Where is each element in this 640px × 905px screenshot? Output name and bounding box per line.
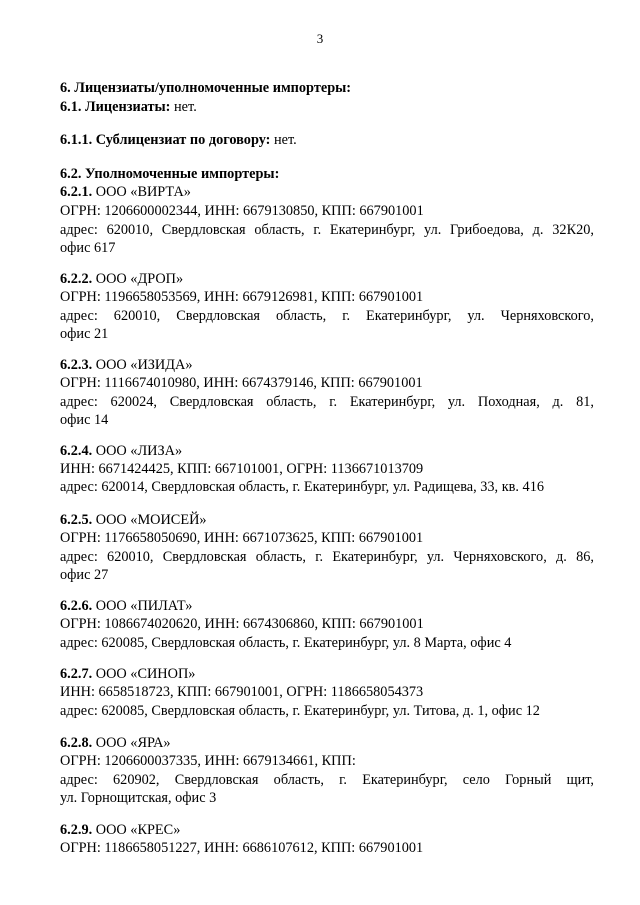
importer-number: 6.2.4. xyxy=(60,443,93,459)
importer-name: ООО «ПИЛАТ» xyxy=(92,598,193,614)
importer-address: адрес: 620010, Свердловская область, г. Екатеринбург, ул. Черняховского, д. 86, xyxy=(60,549,594,565)
importer-number: 6.2.6. xyxy=(60,598,93,614)
importer-number: 6.2.2. xyxy=(60,271,93,287)
importer-address-cont: офис 14 xyxy=(60,412,109,428)
importer-title xyxy=(60,733,171,753)
importer-name: ООО «ВИРТА» xyxy=(92,184,191,200)
importer-address-cont: ул. Горнощитская, офис 3 xyxy=(60,790,217,806)
licensees-label: 6.1. Лицензиаты: xyxy=(60,99,171,115)
importer-number: 6.2.3. xyxy=(60,357,93,373)
importer-title xyxy=(60,269,183,289)
sublicensee-value: нет. xyxy=(270,132,297,148)
importer-address-cont: офис 617 xyxy=(60,240,116,256)
importer-registration: ОГРН: 1116674010980, ИНН: 6674379146, КПП: 667901001 xyxy=(60,375,423,391)
section-heading: 6. Лицензиаты/уполномоченные импортеры: xyxy=(60,80,352,96)
sublicensee-line xyxy=(60,130,297,150)
importer-title xyxy=(60,596,192,616)
importer-registration: ОГРН: 1176658050690, ИНН: 6671073625, КПП: 667901001 xyxy=(60,530,424,546)
importer-address: адрес: 620902, Свердловская область, г. Екатеринбург, село Горный щит, xyxy=(60,772,594,788)
licensees-value: нет. xyxy=(170,99,197,115)
importer-title xyxy=(60,510,207,530)
licensees-line xyxy=(60,97,197,117)
importer-title xyxy=(60,355,192,375)
importer-name: ООО «ЯРА» xyxy=(92,735,171,751)
importer-title xyxy=(60,182,191,202)
importer-number: 6.2.5. xyxy=(60,512,93,528)
importer-name: ООО «ИЗИДА» xyxy=(92,357,193,373)
importer-address: адрес: 620014, Свердловская область, г. Екатеринбург, ул. Радищева, 33, кв. 416 xyxy=(60,479,544,495)
importer-address: адрес: 620010, Свердловская область, г. Екатеринбург, ул. Черняховского, xyxy=(60,308,594,324)
importer-address-cont: офис 21 xyxy=(60,326,109,342)
importer-registration: ОГРН: 1206600037335, ИНН: 6679134661, КПП: xyxy=(60,753,356,769)
importer-name: ООО «КРЕС» xyxy=(92,822,181,838)
importer-title xyxy=(60,820,180,840)
importer-number: 6.2.9. xyxy=(60,822,93,838)
importer-registration: ОГРН: 1186658051227, ИНН: 6686107612, КПП: 667901001 xyxy=(60,840,424,856)
importer-address: адрес: 620010, Свердловская область, г. Екатеринбург, ул. Грибоедова, д. 32К20, xyxy=(60,222,594,238)
importer-address: адрес: 620085, Свердловская область, г. Екатеринбург, ул. Титова, д. 1, офис 12 xyxy=(60,703,540,719)
importer-name: ООО «МОИСЕЙ» xyxy=(92,512,207,528)
importer-address: адрес: 620085, Свердловская область, г. Екатеринбург, ул. 8 Марта, офис 4 xyxy=(60,635,512,651)
importer-name: ООО «СИНОП» xyxy=(92,666,196,682)
importer-number: 6.2.1. xyxy=(60,184,93,200)
importer-name: ООО «ДРОП» xyxy=(92,271,184,287)
sublicensee-label: 6.1.1. Сублицензиат по договору: xyxy=(60,132,271,148)
importer-number: 6.2.8. xyxy=(60,735,93,751)
importer-number: 6.2.7. xyxy=(60,666,93,682)
page-number: 3 xyxy=(316,31,324,46)
importer-registration: ИНН: 6671424425, КПП: 667101001, ОГРН: 1136671013709 xyxy=(60,461,424,477)
importer-registration: ОГРН: 1206600002344, ИНН: 6679130850, КПП: 667901001 xyxy=(60,203,424,219)
importer-title xyxy=(60,441,182,461)
importer-name: ООО «ЛИЗА» xyxy=(92,443,183,459)
importer-address: адрес: 620024, Свердловская область, г. Екатеринбург, ул. Походная, д. 81, xyxy=(60,394,594,410)
importer-registration: ИНН: 6658518723, КПП: 667901001, ОГРН: 1186658054373 xyxy=(60,684,424,700)
importer-title xyxy=(60,664,195,684)
importer-address-cont: офис 27 xyxy=(60,567,109,583)
importers-heading: 6.2. Уполномоченные импортеры: xyxy=(60,166,280,182)
importer-registration: ОГРН: 1196658053569, ИНН: 6679126981, КПП: 667901001 xyxy=(60,289,424,305)
importer-registration: ОГРН: 1086674020620, ИНН: 6674306860, КПП: 667901001 xyxy=(60,616,424,632)
